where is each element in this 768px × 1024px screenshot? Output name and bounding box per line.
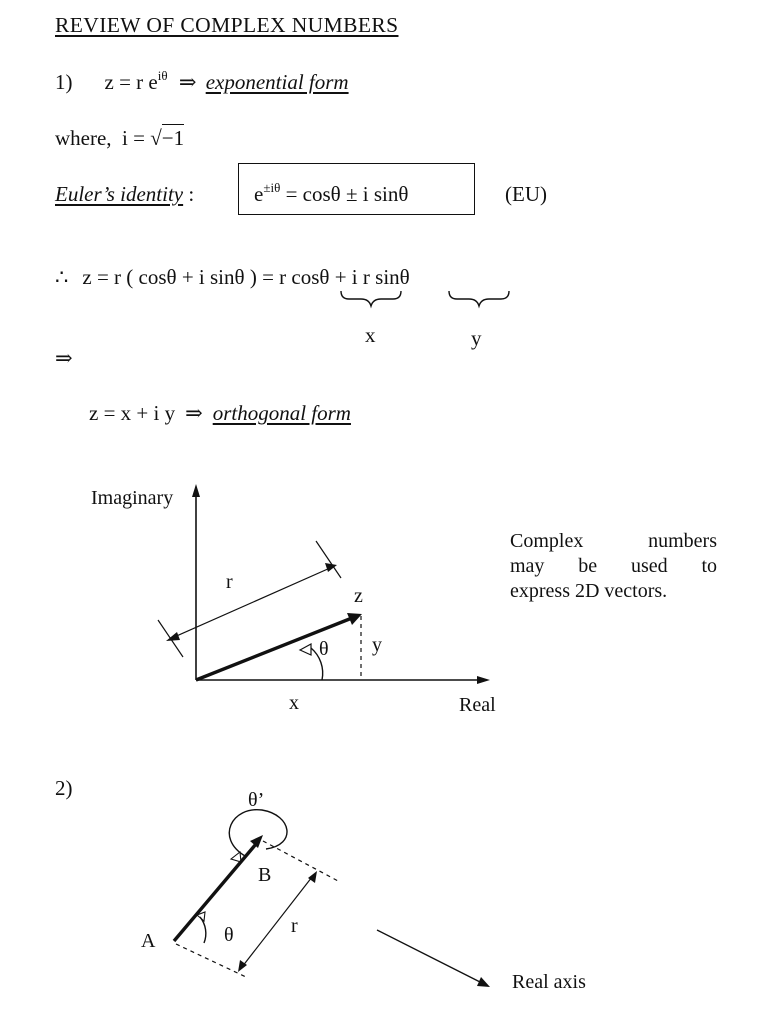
implies-arrow-standalone: ⇒ xyxy=(55,346,73,370)
item-2-number: 2) xyxy=(55,776,73,800)
brace-label-y: y xyxy=(471,326,482,350)
z-label: z xyxy=(354,585,363,607)
exponential-lhs: z = r e xyxy=(104,70,158,94)
implies-arrow: ⇒ xyxy=(178,70,197,94)
theta-label: θ xyxy=(224,924,234,946)
radicand: −1 xyxy=(161,126,185,150)
brace-label-x: x xyxy=(365,323,376,347)
exponential-form-label: exponential form xyxy=(205,70,349,94)
real-axis-reference-line xyxy=(377,930,482,983)
orthogonal-form-label: orthogonal form xyxy=(212,401,351,425)
item-number: 1) xyxy=(55,70,73,94)
euler-base: e xyxy=(254,182,264,206)
imaginary-axis-label: Imaginary xyxy=(91,487,174,509)
term-y: r sinθ xyxy=(362,265,410,289)
real-axis-label: Real xyxy=(459,694,496,716)
euler-colon: : xyxy=(183,182,195,206)
note-line: Complex numbers xyxy=(510,530,717,552)
exponent: iθ xyxy=(157,68,168,83)
theta-prime-arrowhead xyxy=(231,852,241,862)
page-title: REVIEW OF COMPLEX NUMBERS xyxy=(55,13,399,37)
real-axis-label: Real axis xyxy=(512,971,586,993)
theta-arc xyxy=(200,917,206,943)
point-b-label: B xyxy=(258,864,272,886)
euler-label: Euler’s identity xyxy=(55,182,184,206)
plus-i: + i xyxy=(329,265,363,289)
theta-prime-label: θ’ xyxy=(248,789,265,811)
note-line: express 2D vectors. xyxy=(510,580,668,602)
r-dimension-line xyxy=(242,877,312,967)
theta-label: θ xyxy=(319,638,329,660)
equation-tag-eu: (EU) xyxy=(505,182,547,206)
vector-ab-arrowhead xyxy=(250,835,263,848)
vector-ab xyxy=(174,844,256,941)
where-text: where, i = xyxy=(55,126,151,150)
implies-arrow: ⇒ xyxy=(185,401,203,425)
r-label: r xyxy=(291,915,298,937)
term-x: r cosθ xyxy=(279,265,330,289)
expansion-start: z = r ( cosθ + i sinθ ) = xyxy=(82,265,280,289)
note-line: may be used to xyxy=(510,555,717,577)
extension-line-a xyxy=(176,944,246,977)
x-label: x xyxy=(289,692,299,714)
sqrt-symbol: √ xyxy=(150,126,162,150)
r-label: r xyxy=(226,571,233,593)
real-axis-reference-arrowhead xyxy=(477,977,490,987)
y-label: y xyxy=(372,634,382,656)
orthogonal-expr: z = x + i y xyxy=(89,401,176,425)
euler-rhs: = cosθ ± i sinθ xyxy=(280,182,409,206)
point-a-label: A xyxy=(141,930,156,952)
euler-exponent: ±iθ xyxy=(263,180,281,195)
therefore-symbol: ∴ xyxy=(55,265,69,289)
